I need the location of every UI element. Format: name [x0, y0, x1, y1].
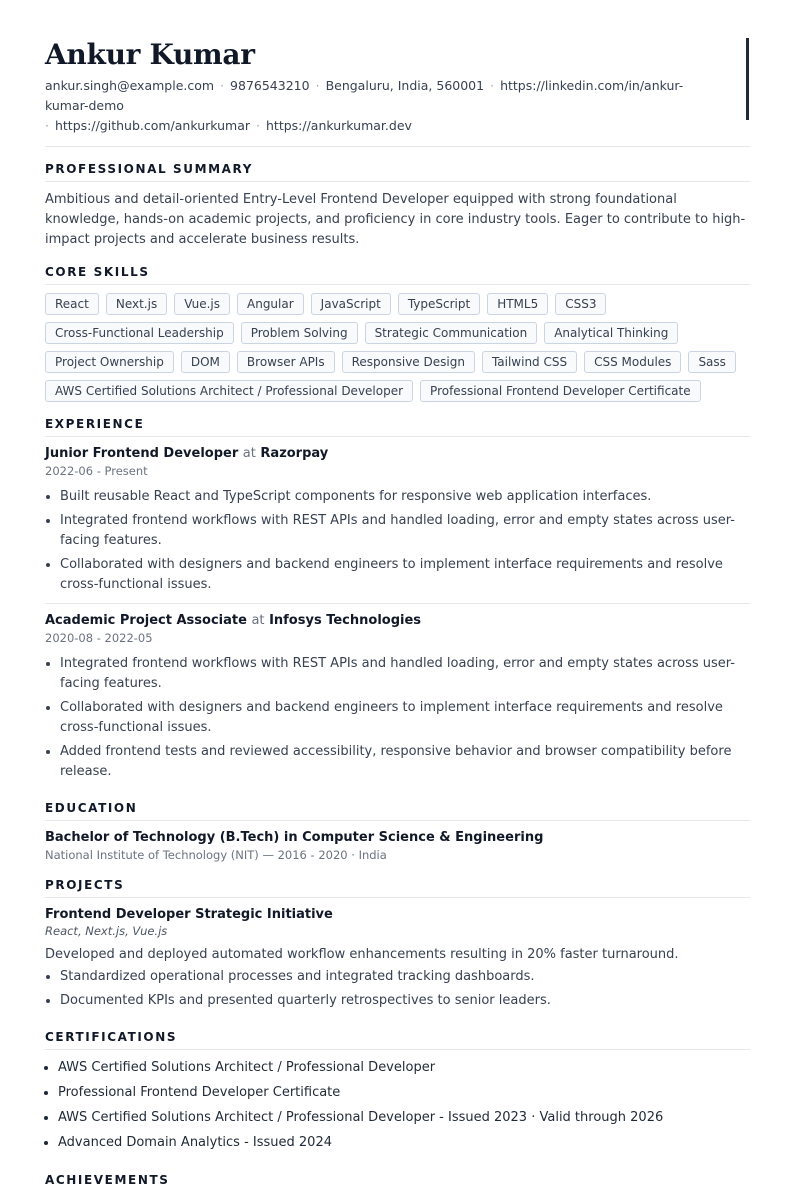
- skill-chip: JavaScript: [311, 293, 391, 315]
- job-bullet: • Added frontend tests and reviewed accessibility, responsive behavior and browser compatibility before release.: [60, 742, 750, 782]
- education-meta: National Institute of Technology (NIT) — 2016 - 2020 · India: [45, 848, 387, 862]
- education-degree: Bachelor of Technology (B.Tech) in Computer Science & Engineering: [45, 830, 544, 845]
- job-bullets: [45, 654, 750, 782]
- header-accent-bar: [746, 38, 749, 120]
- project-bullet: • Documented KPIs and presented quarterly retrospectives to senior leaders.: [60, 991, 750, 1011]
- job-bullet: • Integrated frontend workflows with REST APIs and handled loading, error and empty states across user-facing features.: [60, 511, 750, 551]
- skill-chip: AWS Certified Solutions Architect / Professional Developer: [45, 380, 413, 402]
- job-dates: 2022-06 - Present: [45, 464, 148, 478]
- project-entry: [45, 898, 750, 1011]
- contact-separator: ·: [315, 78, 320, 93]
- skill-chip: Strategic Communication: [365, 322, 538, 344]
- skill-chip: Tailwind CSS: [482, 351, 577, 373]
- contact-separator: ·: [45, 118, 49, 133]
- contact-phone[interactable]: 9876543210: [230, 78, 310, 93]
- experience-entry: [45, 437, 750, 595]
- job-role: Academic Project Associate: [45, 613, 247, 628]
- experience-entry: [45, 603, 750, 782]
- section-title-achievements: ACHIEVEMENTS: [45, 1173, 170, 1187]
- skill-chip: TypeScript: [398, 293, 480, 315]
- contact-github[interactable]: https://github.com/ankurkumar: [54, 118, 251, 133]
- project-tech: React, Next.js, Vue.js: [45, 924, 168, 938]
- contact-location: Bengaluru, India, 560001: [325, 78, 485, 93]
- job-dates: 2020-08 - 2022-05: [45, 631, 153, 645]
- project-name: Frontend Developer Strategic Initiative: [45, 907, 333, 922]
- resume-page: [45, 0, 750, 1192]
- certification-item: • Professional Frontend Developer Certificate: [58, 1083, 750, 1103]
- certifications-list: [45, 1058, 750, 1153]
- project-bullets: [45, 967, 750, 1011]
- contact-separator: ·: [220, 78, 225, 93]
- contact-website[interactable]: https://ankurkumar.dev: [266, 118, 412, 133]
- job-bullets: [45, 487, 750, 595]
- skill-chip: Analytical Thinking: [544, 322, 678, 344]
- skill-chip: Sass: [688, 351, 735, 373]
- skill-chip: DOM: [181, 351, 230, 373]
- skill-chip: Problem Solving: [241, 322, 358, 344]
- skill-chip: React: [45, 293, 99, 315]
- section-title-projects: PROJECTS: [45, 863, 750, 898]
- section-title-certifications: CERTIFICATIONS: [45, 1015, 750, 1050]
- job-at-label: at: [242, 446, 256, 461]
- job-bullet: • Collaborated with designers and backend engineers to implement interface requirements and resolve cross-functional issues.: [60, 555, 750, 595]
- header-divider: [45, 146, 750, 147]
- skill-chip: HTML5: [487, 293, 548, 315]
- skill-chip: Angular: [237, 293, 304, 315]
- skill-chip: Browser APIs: [237, 351, 335, 373]
- skill-chip: Vue.js: [174, 293, 230, 315]
- section-title-experience: EXPERIENCE: [45, 402, 750, 437]
- skill-chip: CSS3: [555, 293, 606, 315]
- job-company: Infosys Technologies: [269, 613, 422, 628]
- summary-text: Ambitious and detail-oriented Entry-Level Frontend Developer equipped with strong foundational knowledge, hands-on academic projects, and proficiency in core industry tools. Eager to contribute to high-impact projects and accelerate business results.: [45, 192, 746, 247]
- project-description: Developed and deployed automated workflow enhancements resulting in 20% faster turnaround.: [45, 947, 679, 962]
- job-at-label: at: [251, 613, 265, 628]
- job-bullet: • Collaborated with designers and backend engineers to implement interface requirements and resolve cross-functional issues.: [60, 698, 750, 738]
- education-entry: [45, 821, 750, 863]
- certification-item: • AWS Certified Solutions Architect / Professional Developer - Issued 2023 · Valid through 2026: [58, 1108, 750, 1128]
- skill-chip: CSS Modules: [584, 351, 681, 373]
- job-bullet: • Built reusable React and TypeScript components for responsive web application interfaces.: [60, 487, 750, 507]
- certification-item: • AWS Certified Solutions Architect / Professional Developer: [58, 1058, 750, 1078]
- section-title-skills: CORE SKILLS: [45, 250, 750, 285]
- contact-linkedin[interactable]: https://linkedin.com/in/ankur-kumar-demo: [45, 78, 684, 113]
- resume-header: [45, 0, 750, 147]
- skill-chip: Next.js: [106, 293, 167, 315]
- skill-chip: Professional Frontend Developer Certificate: [420, 380, 701, 402]
- skill-chip: Cross-Functional Leadership: [45, 322, 234, 344]
- certification-item: • Advanced Domain Analytics - Issued 2024: [58, 1133, 750, 1153]
- contact-separator: ·: [490, 78, 495, 93]
- contact-line: [45, 76, 725, 136]
- project-bullet: • Standardized operational processes and integrated tracking dashboards.: [60, 967, 750, 987]
- candidate-name: Ankur Kumar: [45, 38, 255, 71]
- job-heading: [45, 445, 750, 463]
- job-role: Junior Frontend Developer: [45, 446, 239, 461]
- job-company: Razorpay: [260, 446, 329, 461]
- section-title-summary: PROFESSIONAL SUMMARY: [45, 147, 750, 182]
- skill-chip: Responsive Design: [342, 351, 475, 373]
- job-bullet: • Integrated frontend workflows with REST APIs and handled loading, error and empty states across user-facing features.: [60, 654, 750, 694]
- section-title-education: EDUCATION: [45, 786, 750, 821]
- contact-email[interactable]: ankur.singh@example.com: [45, 78, 215, 93]
- skill-chip: Project Ownership: [45, 351, 174, 373]
- skills-list: [45, 293, 745, 402]
- job-heading: [45, 612, 750, 630]
- contact-separator: ·: [256, 118, 260, 133]
